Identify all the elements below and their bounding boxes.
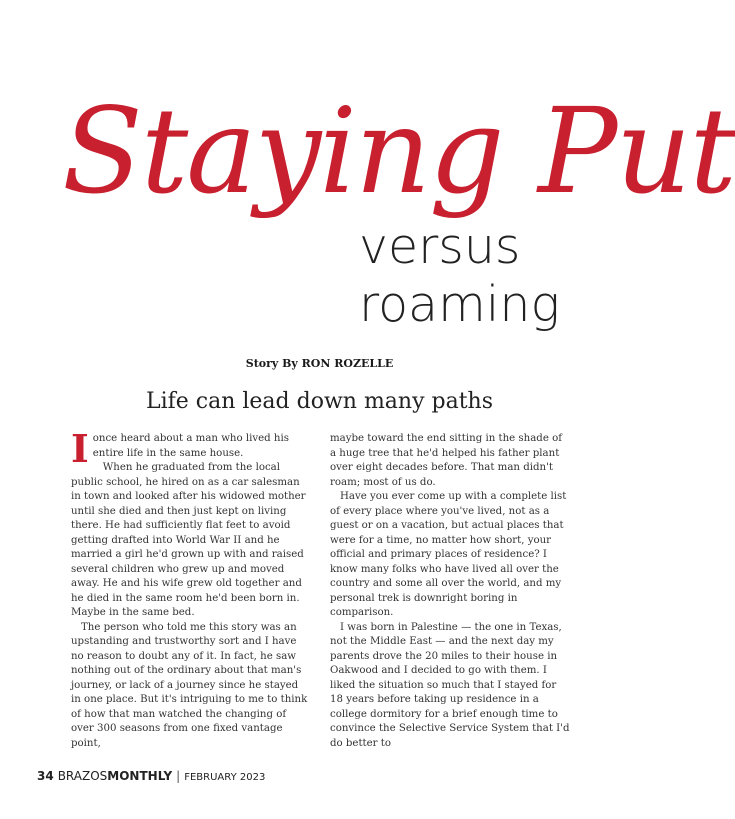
issue-date: FEBRUARY 2023	[184, 772, 266, 783]
paragraph-text: once heard about a man who lived his entire life in the same house.	[92, 433, 289, 459]
headline-versus: versus	[359, 218, 521, 275]
byline: Story By RON ROZELLE	[245, 357, 394, 370]
article-column-right	[330, 432, 570, 751]
drop-cap: I	[71, 426, 89, 471]
page-footer	[37, 769, 265, 783]
article-column-left	[71, 426, 311, 751]
paragraph: Have you ever come up with a complete list of every place where you've lived, not as a guest or on a vacation, but actual places that were for a time, no matter how short, your official and primary places of residence? I know many folks who have lived all over the country and some all over the world, and my personal trek is downright boring in comparison.	[330, 491, 567, 618]
paragraph: When he graduated from the local public school, he hired on as a car salesman in town and looked after his widowed mother until she died and then just kept on living there. He had sufficiently flat feet to avoid getting drafted into World War II and he married a girl he'd grown up with and raised several children who grew up and moved away. He and his wife grew old together and he died in the same room he'd been born in. Maybe in the same bed.	[71, 462, 306, 618]
paragraph	[71, 426, 311, 471]
paragraph: I was born in Palestine — the one in Texas, not the Middle East — and the next day my parents drove the 20 miles to their house in Oakwood and I decided to go with them. I liked the situation so much that I stayed for 18 years before taking up residence in a college dormitory for a brief enough time to convince the Selective Service System that I'd do better to	[330, 621, 570, 749]
brand-name-light: BRAZOS	[57, 769, 108, 783]
page-number: 34	[37, 769, 54, 783]
brand-name-bold: MONTHLY	[107, 769, 173, 783]
footer-separator: |	[176, 769, 181, 783]
headline-script: Staying Put	[62, 82, 735, 220]
headline-roaming: roaming	[359, 276, 560, 333]
paragraph: maybe toward the end sitting in the shade of a huge tree that he'd helped his father plant over eight decades before. That man didn't roam; most of us do.	[330, 433, 562, 488]
dek: Life can lead down many paths	[145, 389, 494, 414]
paragraph: The person who told me this story was an upstanding and trustworthy sort and I have no reason to doubt any of it. In fact, he saw nothing out of the ordinary about that man's journey, or lack of a journey since he stayed in one place. But it's intriguing to me to think of how that man watched the changing of over 300 seasons from one fixed vantage point,	[71, 621, 308, 749]
